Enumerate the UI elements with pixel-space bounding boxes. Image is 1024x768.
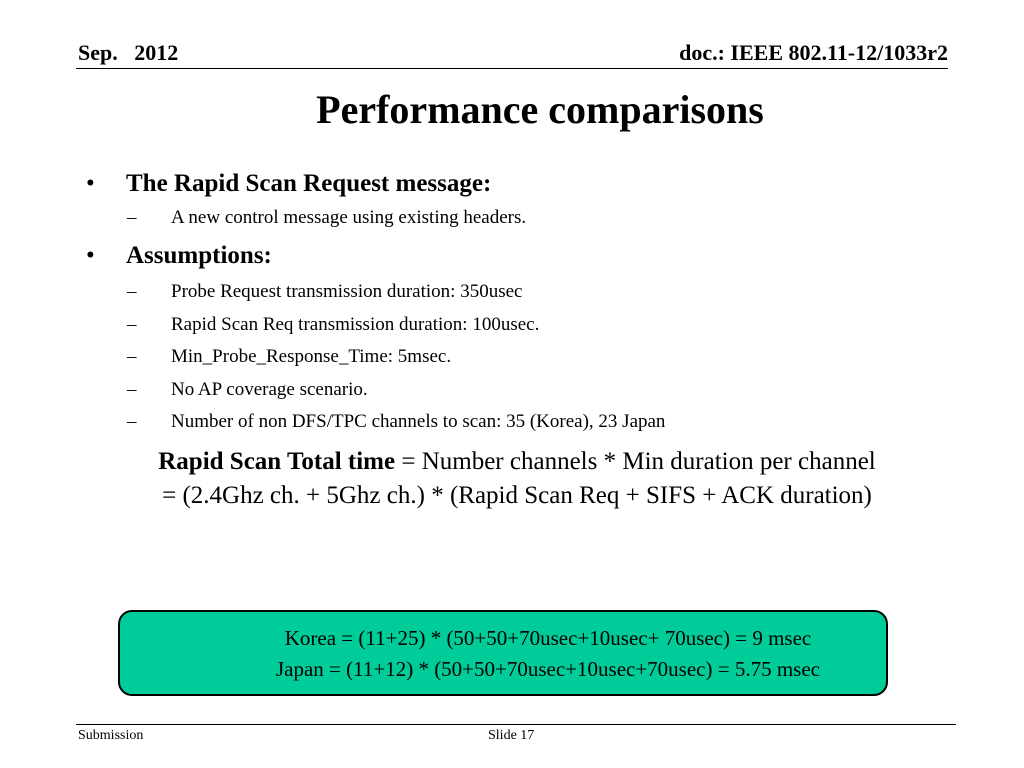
sub-bullet-text: Number of non DFS/TPC channels to scan: 35 (Korea), 23 Japan xyxy=(171,411,666,432)
results-box xyxy=(118,610,888,696)
bullet-marker: • xyxy=(86,242,95,269)
dash-marker: – xyxy=(127,207,137,228)
sub-bullet-text: A new control message using existing headers. xyxy=(171,207,527,228)
sub-bullet xyxy=(127,377,368,403)
sub-bullet-text: Rapid Scan Req transmission duration: 100usec. xyxy=(171,314,540,335)
sub-bullet-text: Probe Request transmission duration: 350usec xyxy=(171,281,523,302)
bullet-text: The Rapid Scan Request message: xyxy=(126,170,492,197)
header-divider xyxy=(76,68,948,69)
sub-bullet-text: Min_Probe_Response_Time: 5msec. xyxy=(171,346,452,367)
bullet-assumptions xyxy=(86,240,272,272)
formula-term: Rapid Scan Total time xyxy=(158,448,396,475)
result-japan: Japan = (11+12) * (50+50+70usec+10usec+70usec) = 5.75 msec xyxy=(275,657,820,681)
dash-marker: – xyxy=(127,411,137,432)
footer-slide-number: Slide 17 xyxy=(488,728,535,743)
header-doc-id: doc.: IEEE 802.11-12/1033r2 xyxy=(679,40,948,65)
dash-marker: – xyxy=(127,379,137,400)
sub-bullet xyxy=(127,409,665,435)
formula-line-2: = (2.4Ghz ch. + 5Ghz ch.) * (Rapid Scan Req + SIFS + ACK duration) xyxy=(162,482,872,509)
formula-line-1 xyxy=(0,446,1024,478)
dash-marker: – xyxy=(127,346,137,367)
header-date: Sep. 2012 xyxy=(78,40,179,65)
slide-title: Performance comparisons xyxy=(316,87,764,132)
bullet-text: Assumptions: xyxy=(126,242,272,269)
sub-bullet xyxy=(127,205,526,231)
footer-divider xyxy=(76,724,956,725)
bullet-rapid-scan-request xyxy=(86,168,491,200)
dash-marker: – xyxy=(127,314,137,335)
dash-marker: – xyxy=(127,281,137,302)
bullet-marker: • xyxy=(86,170,95,197)
sub-bullet xyxy=(127,279,522,305)
result-korea: Korea = (11+25) * (50+50+70usec+10usec+ 70usec) = 9 msec xyxy=(284,626,812,650)
formula-definition: = Number channels * Min duration per channel xyxy=(395,448,876,475)
sub-bullet xyxy=(127,344,451,370)
sub-bullet xyxy=(127,312,539,338)
footer-submission: Submission xyxy=(78,728,144,743)
sub-bullet-text: No AP coverage scenario. xyxy=(171,379,368,400)
